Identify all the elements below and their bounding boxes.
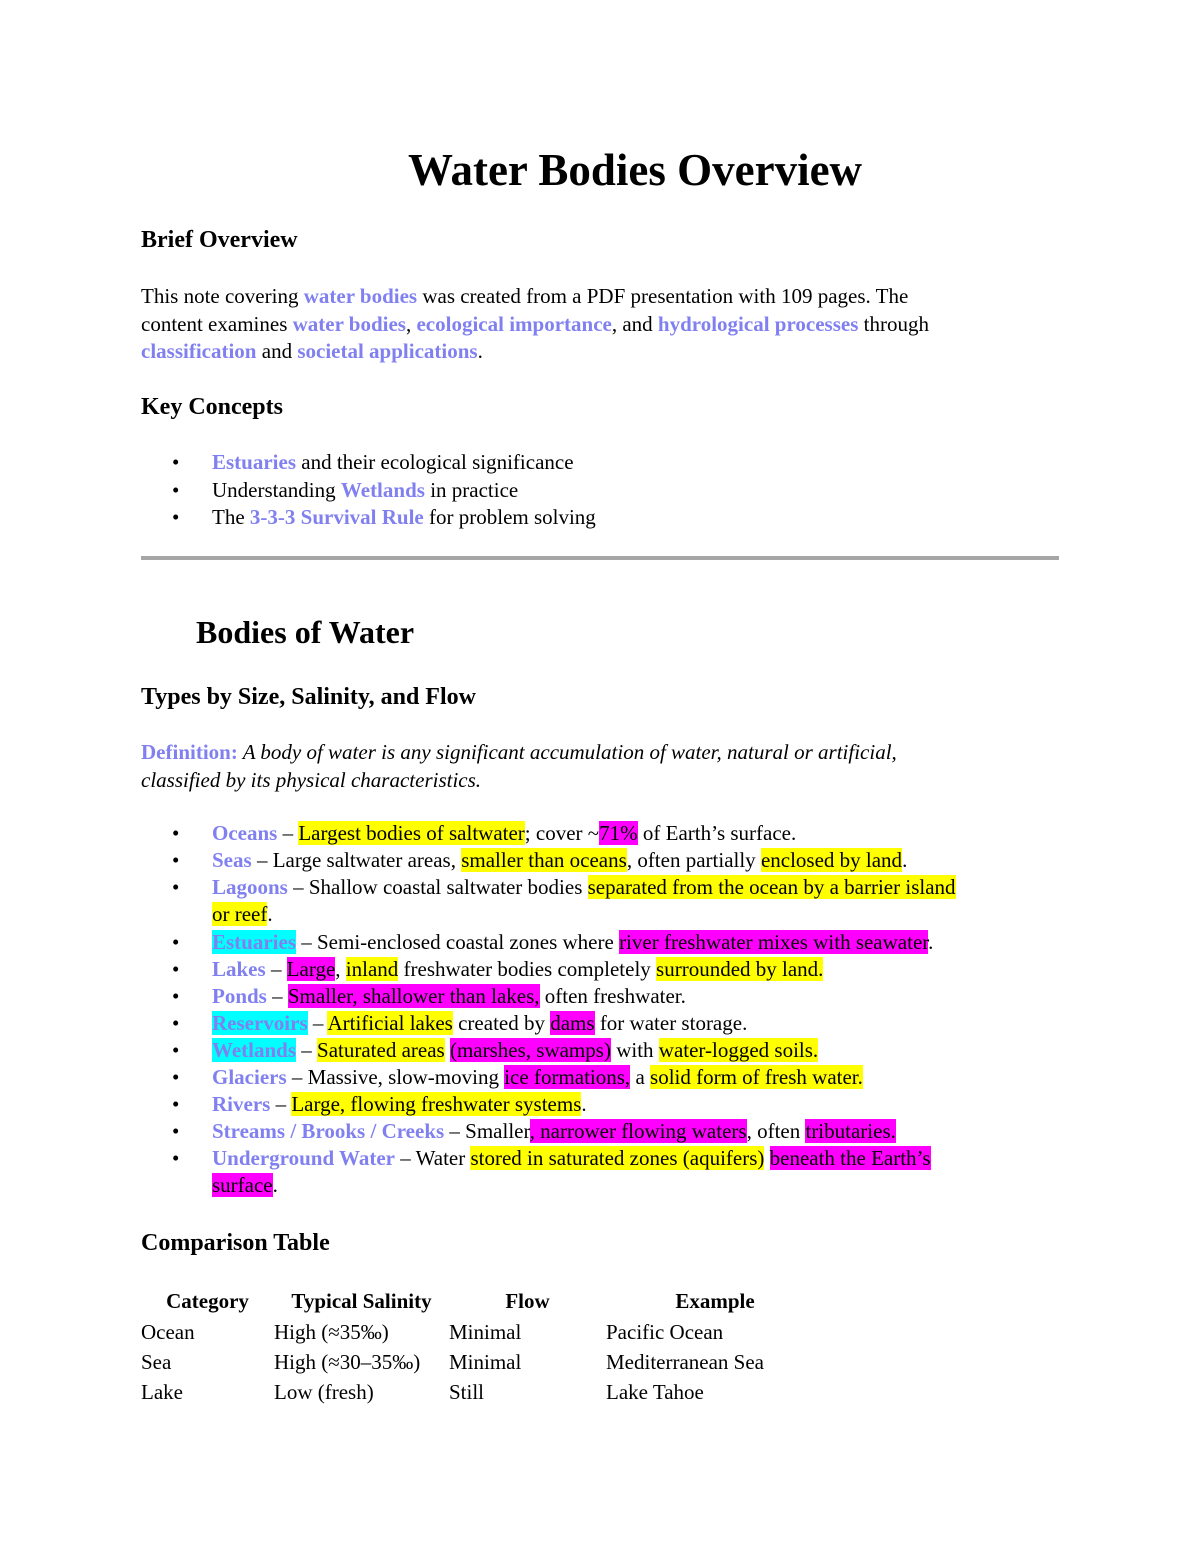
text: for problem solving bbox=[423, 505, 596, 529]
term-wetlands: Wetlands bbox=[212, 1038, 297, 1062]
highlight: river freshwater mixes with seawater bbox=[619, 930, 929, 954]
term-survival-rule: 3-3-3 Survival Rule bbox=[249, 505, 424, 529]
bullet-icon: • bbox=[172, 930, 180, 954]
highlight: or reef bbox=[212, 902, 268, 926]
column-header: Example bbox=[675, 1288, 755, 1313]
text: , bbox=[335, 957, 346, 981]
bullet-icon: • bbox=[172, 1092, 180, 1116]
highlight: Large bbox=[286, 957, 336, 981]
text: – bbox=[277, 821, 299, 845]
text: – bbox=[296, 1038, 318, 1062]
term-rivers: Rivers bbox=[212, 1092, 271, 1116]
text: . bbox=[477, 339, 483, 363]
bullet-icon: • bbox=[172, 1065, 180, 1089]
table-row bbox=[141, 1347, 824, 1377]
text: for water storage. bbox=[594, 1011, 748, 1035]
highlight: Largest bodies of saltwater bbox=[298, 821, 525, 845]
text: – bbox=[266, 984, 288, 1008]
text: – Massive, slow-moving bbox=[286, 1065, 505, 1089]
highlight: separated from the ocean by a barrier island bbox=[587, 875, 956, 899]
text: . bbox=[902, 848, 908, 872]
text: – Semi-enclosed coastal zones where bbox=[296, 930, 620, 954]
text: created by bbox=[452, 1011, 551, 1035]
text: . bbox=[581, 1092, 587, 1116]
text: The bbox=[212, 505, 250, 529]
text: a bbox=[630, 1065, 651, 1089]
term-wetlands: Wetlands bbox=[340, 478, 425, 502]
highlight: inland bbox=[345, 957, 399, 981]
text: – bbox=[265, 957, 287, 981]
term-seas: Seas bbox=[212, 848, 252, 872]
column-header: Flow bbox=[505, 1288, 550, 1313]
table-cell: Lake bbox=[141, 1379, 183, 1404]
highlight: smaller than oceans bbox=[461, 848, 627, 872]
term-lagoons: Lagoons bbox=[212, 875, 288, 899]
column-header: Category bbox=[166, 1288, 249, 1313]
text: was created from a PDF presentation with 109 pages. The bbox=[417, 284, 909, 308]
brief-overview-line-1 bbox=[141, 282, 908, 310]
text: Understanding bbox=[212, 478, 341, 502]
bullet-icon: • bbox=[172, 1146, 180, 1170]
term-classification: classification bbox=[141, 339, 257, 363]
text: – bbox=[307, 1011, 328, 1035]
highlight: Artificial lakes bbox=[327, 1011, 453, 1035]
term-ponds: Ponds bbox=[212, 984, 267, 1008]
term-glaciers: Glaciers bbox=[212, 1065, 287, 1089]
text: . bbox=[267, 902, 273, 926]
text: , often bbox=[746, 1119, 806, 1143]
highlight: Saturated areas bbox=[317, 1038, 445, 1062]
text: , bbox=[405, 312, 417, 336]
table-header-row bbox=[141, 1285, 824, 1317]
term-estuaries: Estuaries bbox=[212, 930, 296, 954]
bullet-icon: • bbox=[172, 875, 180, 899]
definition-text: A body of water is any significant accumulation of water, natural or artificial, bbox=[237, 740, 897, 764]
table-cell: Lake Tahoe bbox=[606, 1379, 704, 1404]
text: content examines bbox=[141, 312, 293, 336]
term-societal-applications: societal applications bbox=[297, 339, 478, 363]
term-lakes: Lakes bbox=[212, 957, 266, 981]
bullet-icon: • bbox=[172, 450, 180, 474]
table-cell: High (≈30–35‰) bbox=[274, 1349, 421, 1374]
definition-label: Definition: bbox=[141, 740, 238, 764]
highlight: ice formations, bbox=[504, 1065, 631, 1089]
bullet-icon: • bbox=[172, 984, 180, 1008]
table-cell: Minimal bbox=[449, 1349, 522, 1374]
bullet-icon: • bbox=[172, 957, 180, 981]
table-cell: Ocean bbox=[141, 1319, 195, 1344]
bullet-icon: • bbox=[172, 1119, 180, 1143]
highlight: beneath the Earth’s bbox=[769, 1146, 931, 1170]
comparison-table bbox=[141, 1285, 824, 1407]
text: – Shallow coastal saltwater bodies bbox=[287, 875, 588, 899]
text: and their ecological significance bbox=[296, 450, 574, 474]
text: with bbox=[610, 1038, 659, 1062]
types-subheading: Types by Size, Salinity, and Flow bbox=[141, 684, 476, 710]
highlight: (marshes, swamps) bbox=[449, 1038, 611, 1062]
bullet-icon: • bbox=[172, 1011, 180, 1035]
text: – Large saltwater areas, bbox=[251, 848, 462, 872]
text: through bbox=[858, 312, 929, 336]
table-cell: Still bbox=[449, 1379, 485, 1404]
text: freshwater bodies completely bbox=[398, 957, 657, 981]
term-estuaries: Estuaries bbox=[212, 450, 296, 474]
horizontal-divider bbox=[141, 556, 1059, 560]
table-cell: Pacific Ocean bbox=[606, 1319, 724, 1344]
term-oceans: Oceans bbox=[212, 821, 278, 845]
bullet-icon: • bbox=[172, 848, 180, 872]
text: . bbox=[928, 930, 934, 954]
highlight: water-logged soils. bbox=[658, 1038, 819, 1062]
brief-overview-line-3 bbox=[141, 337, 483, 365]
comparison-table-heading: Comparison Table bbox=[141, 1230, 330, 1256]
text: – bbox=[270, 1092, 292, 1116]
bullet-icon: • bbox=[172, 821, 180, 845]
bullet-icon: • bbox=[172, 478, 180, 502]
highlight: solid form of fresh water. bbox=[650, 1065, 863, 1089]
highlight: surface bbox=[212, 1173, 273, 1197]
text: This note covering bbox=[141, 284, 304, 308]
table-row bbox=[141, 1377, 824, 1407]
highlight: Smaller, shallower than lakes, bbox=[287, 984, 540, 1008]
text: of Earth’s surface. bbox=[637, 821, 797, 845]
highlight: stored in saturated zones (aquifers) bbox=[470, 1146, 765, 1170]
highlight: tributaries. bbox=[805, 1119, 896, 1143]
table-cell: High (≈35‰) bbox=[274, 1319, 389, 1344]
bodies-of-water-heading: Bodies of Water bbox=[196, 614, 415, 650]
text: in practice bbox=[424, 478, 519, 502]
text: and bbox=[256, 339, 298, 363]
table-cell: Minimal bbox=[449, 1319, 522, 1344]
term-ecological-importance: ecological importance bbox=[416, 312, 612, 336]
term-water-bodies: water bodies bbox=[292, 312, 406, 336]
definition-line-1 bbox=[141, 738, 897, 766]
table-row bbox=[141, 1317, 824, 1347]
bullet-icon: • bbox=[172, 1038, 180, 1062]
definition-line-2 bbox=[141, 766, 481, 794]
definition-text: classified by its physical characteristics. bbox=[141, 768, 482, 792]
text: – Water bbox=[395, 1146, 471, 1170]
brief-overview-line-2 bbox=[141, 310, 929, 338]
text: often freshwater. bbox=[539, 984, 686, 1008]
highlight: enclosed by land bbox=[760, 848, 903, 872]
column-header: Typical Salinity bbox=[291, 1288, 432, 1313]
brief-overview-heading: Brief Overview bbox=[141, 227, 298, 253]
table-cell: Sea bbox=[141, 1349, 172, 1374]
highlight: dams bbox=[550, 1011, 595, 1035]
bullet-icon: • bbox=[172, 505, 180, 529]
highlight: , narrower flowing waters bbox=[529, 1119, 747, 1143]
highlight: Large, flowing freshwater systems bbox=[291, 1092, 582, 1116]
text: , often partially bbox=[626, 848, 761, 872]
highlight: surrounded by land. bbox=[656, 957, 824, 981]
table-cell: Mediterranean Sea bbox=[606, 1349, 765, 1374]
table-cell: Low (fresh) bbox=[274, 1379, 374, 1404]
page-title: Water Bodies Overview bbox=[407, 145, 863, 195]
text bbox=[764, 1146, 769, 1170]
text: . bbox=[272, 1173, 278, 1197]
text: – Smaller bbox=[444, 1119, 530, 1143]
term-streams: Streams / Brooks / Creeks bbox=[212, 1119, 445, 1143]
highlight: 71% bbox=[599, 821, 638, 845]
text: ; cover ~ bbox=[524, 821, 600, 845]
text: , and bbox=[611, 312, 658, 336]
key-concepts-heading: Key Concepts bbox=[141, 394, 283, 420]
term-underground-water: Underground Water bbox=[212, 1146, 395, 1170]
term-water-bodies: water bodies bbox=[303, 284, 418, 308]
term-reservoirs: Reservoirs bbox=[212, 1011, 308, 1035]
term-hydrological-processes: hydrological processes bbox=[657, 312, 859, 336]
